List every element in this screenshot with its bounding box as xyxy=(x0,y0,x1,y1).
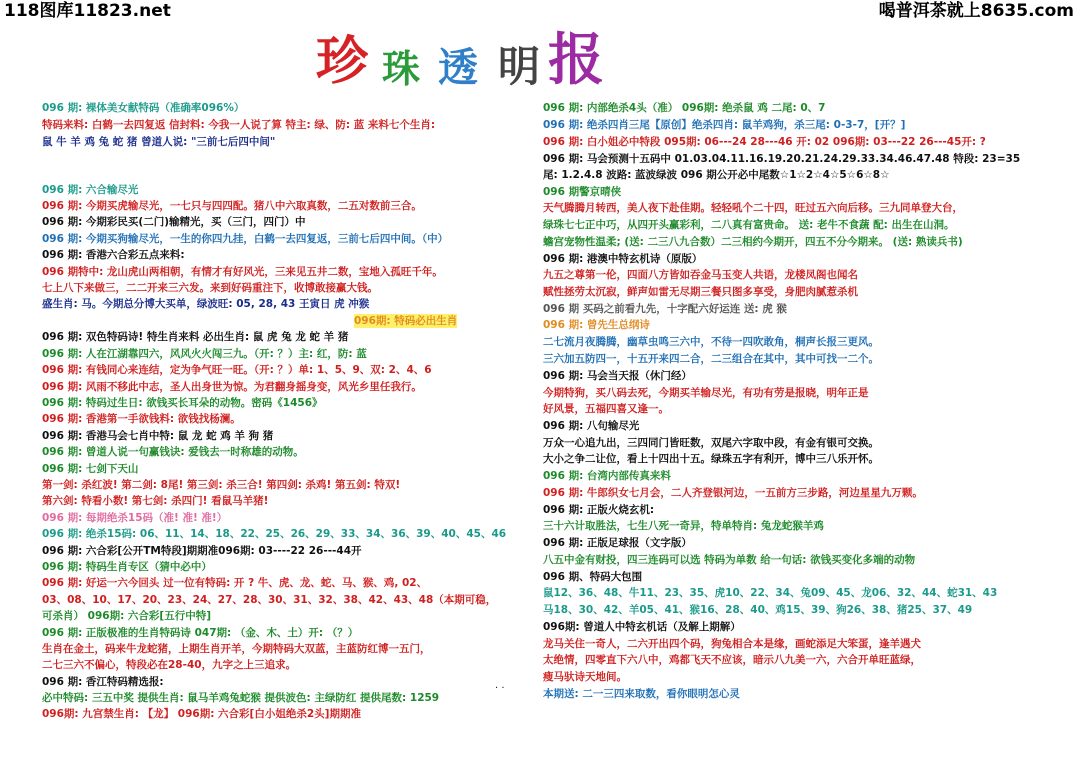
left-line: 096 期: 香港第一手欲钱料: 欲钱找杨澜。 xyxy=(42,413,241,425)
right-line: 096 期: 曾先生总纲诗 xyxy=(543,319,650,331)
right-line: 096 期: 正版足球报（文字版） xyxy=(543,537,692,549)
right-line: 096 期: 绝杀四肖三尾【原创】绝杀四肖: 鼠羊鸡狗，杀三尾: 0-3-7，[开？] xyxy=(543,119,906,131)
left-line: 096 期: 香港马会七肖中特: 鼠 龙 蛇 鸡 羊 狗 猪 xyxy=(42,430,274,442)
title-char-4: 明 xyxy=(498,42,541,91)
right-line: 096 期: 正版火烧玄机: xyxy=(543,504,655,516)
left-line: 096 期: 今期彩民买(二门)输精光，买（三门，四门）中 xyxy=(42,216,306,228)
right-line: 二七流月夜腾腾，幽草虫鸣三六中，不待一四吹敢角，桐声长报三更风。 xyxy=(543,336,879,348)
title-char-3: 透 xyxy=(438,44,479,91)
left-line: 二七三六不偏心，特段必在28-40，九字之上三追求。 xyxy=(42,659,297,671)
right-line: 096 期: 台湾内部传真来料 xyxy=(543,470,671,482)
right-line: 八五中金有财投，四三连码可以选 特码为单数 给一句话: 欲钱买变化多端的动物 xyxy=(543,554,916,566)
right-line: 绿珠七七正中巧，从四开头赢彩利，二八真有富贵命。 送: 老牛不食蔬 配: 出生在山洞。 xyxy=(543,219,955,231)
right-line: 096 期、特码大包围 xyxy=(543,571,643,583)
header-left-site: 118图库11823.net xyxy=(4,1,171,21)
left-line: 生肖在金土，码来牛龙蛇猪，上期生肖开羊，今期特码大双蓝，主蓝防红博一五门， xyxy=(42,643,431,655)
left-line: 03、08、10、17、20、23、24、27、28、30、31、32、38、42、43、48（本期可稳， xyxy=(42,594,497,606)
left-line: 096期: 特码必出生肖 xyxy=(354,315,458,327)
left-line: 096 期: 双色特码诗! 特生肖来料 必出生肖: 鼠 虎 兔 龙 蛇 羊 猪 xyxy=(42,331,349,343)
right-line: 本期送: 二一三四来取数，看你眼明怎心灵 xyxy=(543,688,740,700)
left-line: 096 期特中: 龙山虎山两相朝，有情才有好风光，三来见五井二数，宝地入孤旺千年。 xyxy=(42,266,443,278)
left-line: 096期: 九宫禁生肖: 【龙】 096期: 六合彩[白小姐绝杀2头]期期准 xyxy=(42,708,361,720)
right-line: 096 期: 港澳中特玄机诗（原版） xyxy=(543,253,703,265)
left-line: 096 期: 香江特码精选报: xyxy=(42,676,164,688)
right-line: 大小之争二让位，看上十四出十五。绿珠五字有利开，博中三八乐开怀。 xyxy=(543,453,879,465)
left-line: 096 期: 六合彩[公开TM特段]期期准096期: 03----22 26---44开 xyxy=(42,545,362,557)
left-line: 096 期: 人在江湖靠四六，风风火火闯三九。（开: ？）主: 红，防: 蓝 xyxy=(42,348,367,360)
header-right-site: 喝普洱茶就上8635.com xyxy=(878,1,1074,21)
right-line: 鼠12、36、48、牛11、23、35、虎10、22、34、兔09、45、龙06、32、44、蛇31、43 xyxy=(543,587,998,599)
left-line: 必中特码: 三五中奖 提供生肖: 鼠马羊鸡兔蛇猴 提供波色: 主绿防红 提供尾数: 1259 xyxy=(42,692,440,704)
title-char-1: 珍 xyxy=(316,31,369,92)
page-title xyxy=(316,26,676,93)
right-line: 三十六计取胜法，七生八死一奇异，特单特肖: 兔龙蛇猴羊鸡 xyxy=(543,520,824,532)
title-char-5: 报 xyxy=(548,27,605,93)
right-line: 三六加五防四一，十五开来四二合，二三组合在其中，其中可找一二个。 xyxy=(543,353,879,365)
right-line: 蟾宫宠物性温柔; (送: 二三八九合数）二三相约今期开，四五不分今期来。 (送: 熟读兵书) xyxy=(543,236,963,248)
left-line: 096 期: 每期绝杀15码（准! 准! 准!） xyxy=(42,512,228,524)
left-line: 096 期: 香港六合彩五点来料: xyxy=(42,249,185,261)
right-line: 今期特狗，买八码去死，今期买羊输尽光，有功有劳是报晓，明年正是 xyxy=(543,387,869,399)
right-line: 万众一心追九出，三四同门皆旺数，双尾六字取中段，有金有银可交换。 xyxy=(543,437,879,449)
left-line: 可杀肖） 096期: 六合彩[五行中特] xyxy=(42,610,212,622)
left-line: 096 期: 六合输尽光 xyxy=(42,184,139,196)
right-line: 096 期 买码之前看九先，十字配六好运连 送: 虎 猴 xyxy=(543,303,787,315)
right-line: 096 期: 内部绝杀4头（准） 096期: 绝杀鼠 鸡 二尾: 0、7 xyxy=(543,102,826,114)
right-line: 096 期: 白小姐必中特段 095期: 06---24 28---46 开: 02 096期: 03---22 26---45开: ? xyxy=(543,136,986,148)
left-line: 096 期: 曾道人说一句赢钱诀: 爱钱去一时称雄的动物。 xyxy=(42,446,304,458)
right-line: 096 期警京晴侠 xyxy=(543,186,622,198)
left-line: 鼠 牛 羊 鸡 兔 蛇 猪 曾道人说: "三前七后四中间" xyxy=(42,136,276,148)
left-line: 096 期: 特码生肖专区（猜中必中） xyxy=(42,561,212,573)
right-line: 096 期: 牛郎织女七月会，二人齐登银河边，一五前方三步路，河边星星九万颗。 xyxy=(543,487,923,499)
left-line: 盛生肖: 马。今期总分博大买单，绿波旺: 05, 28, 43 王寅日 虎 冲猴 xyxy=(42,298,370,310)
right-line: 096期: 曾道人中特玄机话（及解上期解） xyxy=(543,621,741,633)
left-line: 七上八下来做三，二二开来三六发。来到好码重注下，收博敢接赢大钱。 xyxy=(42,282,378,294)
right-line: 瘦马驮诗天地间。 xyxy=(543,671,627,683)
decorative-dots: · · xyxy=(495,683,505,694)
left-line: 096 期: 好运一六今回头 过一位有特码: 开 ? 牛、虎、龙、蛇、马、猴、鸡, 02、 xyxy=(42,577,428,589)
right-line: 096 期: 马会预测十五码中 01.03.04.11.16.19.20.21.24.29.33.34.46.47.48 特段: 23=35 xyxy=(543,153,1021,165)
left-line: 096 期: 绝杀15码: 06、11、14、18、22、25、26、29、33、34、36、39、40、45、46 xyxy=(42,528,507,540)
left-line: 096 期: 今期买虎输尽光，一七只与四四配。猪八中六取真数，二五对数前三合。 xyxy=(42,200,422,212)
left-line: 096 期: 正版极准的生肖特码诗 047期: （金、木、土）开: （？） xyxy=(42,627,359,639)
right-line: 赋性拯劳太沉寂，鲜声如雷无尽期三餐只图多享受，身肥肉腻惹杀机 xyxy=(543,286,858,298)
left-line: 特码来料: 白鹤一去四复返 信封料: 今我一人说了算 特主: 绿、防: 蓝 来料七个生肖: xyxy=(42,119,436,131)
right-line: 九五之尊第一伦，四面八方皆如吞金马玉变人共语，龙楼凤阁也闻名 xyxy=(543,269,858,281)
title-char-2: 珠 xyxy=(382,46,421,91)
left-line: 096 期: 有钱同心来连结，定为争气旺一旺。（开: ？）单: 1、5、9、双: 2、4、6 xyxy=(42,364,432,376)
right-line: 尾: 1.2.4.8 波路: 蓝波绿波 096 期公开必中尾数☆1☆2☆4☆5☆6☆8☆ xyxy=(543,169,890,181)
left-line: 096 期: 七剑下天山 xyxy=(42,463,139,475)
left-line: 第六剑: 特看小数! 第七剑: 杀四门! 看鼠马羊猪! xyxy=(42,495,269,507)
right-line: 太绝情，四零直下六八中，鸡都飞天不应该，暗示八九美一六，六合开单旺蓝绿， xyxy=(543,654,921,666)
left-line: 096 期: 风雨不移此中志，圣人出身世为惊。为君翻身摇身变，风光乡里任我行。 xyxy=(42,381,422,393)
right-line: 096 期: 八句输尽光 xyxy=(543,420,640,432)
left-line: 096 期: 今期买狗输尽光，一生的你四九挂，白鹤一去四复返，三前七后四中间。（中） xyxy=(42,233,449,245)
left-line: 096 期: 特码过生日: 欲钱买长耳朵的动物。密码《1456》 xyxy=(42,397,323,409)
left-line: 096 期: 裸体美女献特码（准确率096%） xyxy=(42,102,245,114)
right-line: 天气腾腾月转西，美人夜下赴佳期。轻轻吼个二十四，旺过五六向后移。三九同单登大台， xyxy=(543,202,963,214)
right-line: 好风景，五福四喜又逢一。 xyxy=(543,403,669,415)
right-line: 马18、30、42、羊05、41、猴16、28、40、鸡15、39、狗26、38、猪25、37、49 xyxy=(543,604,973,616)
right-line: 096 期: 马会当天报（休门经） xyxy=(543,370,692,382)
right-line: 龙马关住一奇人，二六开出四个码，狗兔相合本是缘，画蛇添足大笨蛋，逢羊遇犬 xyxy=(543,638,921,650)
left-line: 第一剑: 杀红波! 第二剑: 8尾! 第三剑: 杀三合! 第四剑: 杀鸡! 第五剑: 特双! xyxy=(42,479,401,491)
